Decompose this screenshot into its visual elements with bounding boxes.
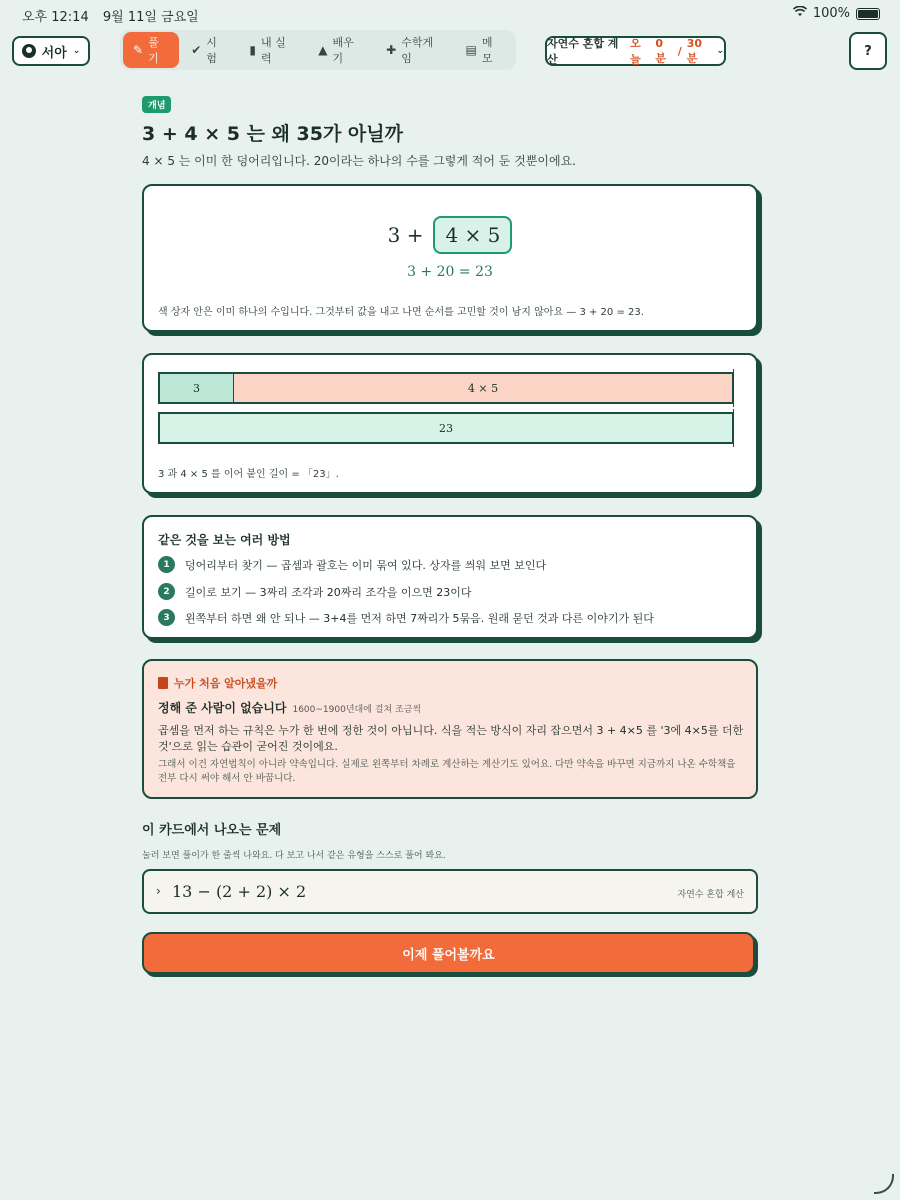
today-minutes: 0분 — [655, 36, 666, 65]
goal-separator: / — [677, 44, 682, 58]
graduation-cap-icon: ▲ — [318, 43, 328, 57]
method-number: 1 — [158, 556, 175, 573]
user-name: 서아 — [41, 45, 67, 61]
problems-title: 이 카드에서 나오는 문제 — [142, 823, 282, 838]
history-card — [142, 659, 758, 799]
tab-label: 메모 — [481, 36, 493, 65]
grouping-card — [142, 184, 758, 332]
bar-chart-icon: ▮ — [249, 43, 257, 57]
problem-item[interactable] — [142, 869, 758, 914]
history-note: 그래서 이건 자연법칙이 아니라 약속입니다. 실제로 왼쪽부터 차례로 계산하는 계산기도 있어요. 다만 약속을 바꾸면 지금까지 나온 수학책을 전부 다시 써야 해서 안 바꿉니다. — [158, 759, 736, 784]
start-solving-button[interactable]: 이제 풀어볼까요 — [142, 932, 755, 974]
methods-card — [142, 515, 758, 639]
length-caption: 3 과 4 × 5 를 이어 붙인 길이 = 「23」. — [158, 469, 339, 480]
tab-math-game[interactable] — [376, 32, 453, 68]
method-number: 2 — [158, 583, 175, 600]
note-icon: ▤ — [465, 43, 477, 57]
battery-percent: 100% — [812, 6, 850, 21]
method-number: 3 — [158, 609, 175, 626]
methods-title: 같은 것을 보는 여러 방법 — [158, 533, 291, 547]
topic-selector[interactable] — [545, 36, 726, 66]
tab-test[interactable] — [181, 32, 237, 68]
method-text: 길이로 보기 — 3짜리 조각과 20짜리 조각을 이으면 23이다 — [185, 585, 472, 599]
resize-handle-icon — [874, 1174, 894, 1194]
status-date: 9월 11일 금요일 — [102, 10, 199, 25]
status-time: 오후 12:14 — [22, 10, 89, 25]
page-subtitle: 4 × 5 는 이미 한 덩어리입니다. 20이라는 하나의 수를 그렇게 적어 둔 것뿐이에요. — [142, 154, 576, 168]
chevron-down-icon: ⌄ — [716, 46, 724, 56]
history-heading — [158, 675, 277, 691]
tab-label: 수학게임 — [401, 36, 434, 65]
total-bar — [158, 412, 734, 444]
today-label: 오늘 — [630, 37, 641, 66]
history-heading-text: 누가 처음 알아냈을까 — [174, 677, 278, 690]
help-button[interactable]: ? — [849, 32, 887, 70]
tab-solve[interactable] — [123, 32, 179, 68]
check-circle-icon: ✔ — [191, 43, 202, 57]
history-title — [158, 699, 421, 716]
method-item — [158, 609, 654, 626]
parts-bar — [158, 372, 734, 404]
battery-icon — [856, 8, 880, 20]
tab-label: 배우기 — [332, 36, 354, 65]
expression-lhs: 3 + — [387, 223, 424, 247]
goal-minutes: 30분 — [686, 36, 703, 65]
problem-topic-tag: 자연수 혼합 계산 — [677, 890, 744, 900]
method-text: 왼쪽부터 하면 왜 안 되나 — 3+4를 먼저 하면 7짜리가 5묶음. 원래 묻던 것과 다른 이야기가 된다 — [185, 611, 654, 625]
puzzle-icon: ✚ — [386, 43, 397, 57]
problem-expression: 13 − (2 + 2) × 2 — [172, 882, 307, 901]
book-icon — [158, 677, 168, 689]
user-icon — [22, 44, 36, 58]
history-title-text: 정해 준 사람이 없습니다 — [158, 701, 287, 715]
tab-learn[interactable] — [308, 32, 374, 68]
history-period: 1600~1900년대에 걸쳐 조금씩 — [292, 705, 422, 715]
expression-result: 3 + 20 = 23 — [407, 264, 493, 280]
concept-badge: 개념 — [142, 96, 171, 113]
main-tabs — [120, 30, 516, 70]
tab-label: 시험 — [206, 36, 217, 65]
grouping-caption: 색 상자 안은 이미 하나의 수입니다. 그것부터 값을 내고 나면 순서를 고민할 것이 남지 않아요 — 3 + 20 = 23. — [158, 307, 644, 318]
tab-my-skill[interactable] — [239, 32, 306, 68]
segment-product: 4 × 5 — [234, 374, 732, 402]
page-title: 3 + 4 × 5 는 왜 35가 아닐까 — [142, 123, 403, 145]
grouped-term-box: 4 × 5 — [433, 216, 512, 254]
grouped-expression — [144, 216, 756, 254]
history-body: 곱셈을 먼저 하는 규칙은 누가 한 번에 정한 것이 아닙니다. 식을 적는 방식이 자리 잡으면서 3 + 4×5 를 '3에 4×5를 더한 것'으로 읽는 습관이 굳어진 것이에요. — [158, 724, 744, 753]
topic-label: 자연수 혼합 계산 — [547, 37, 619, 66]
user-menu-button[interactable] — [12, 36, 90, 66]
wifi-icon — [793, 6, 807, 21]
length-guide-line — [733, 369, 734, 447]
tab-label: 내 실력 — [261, 36, 286, 65]
method-item — [158, 583, 471, 600]
pencil-icon: ✎ — [133, 43, 144, 57]
segment-total: 23 — [160, 414, 732, 442]
segment-three: 3 — [160, 374, 234, 402]
chevron-down-icon: ⌄ — [72, 46, 81, 56]
chevron-right-icon: › — [156, 884, 161, 898]
tab-label: 풀기 — [148, 36, 159, 65]
method-item — [158, 556, 546, 573]
length-bar-card — [142, 353, 758, 494]
tab-memo[interactable] — [456, 32, 513, 68]
method-text: 덩어리부터 찾기 — 곱셈과 괄호는 이미 묶여 있다. 상자를 씌워 보면 보인다 — [185, 558, 547, 572]
problems-subtitle: 눌러 보면 풀이가 한 줄씩 나와요. 다 보고 나서 같은 유형을 스스로 풀어 봐요. — [142, 851, 446, 861]
status-bar — [0, 0, 900, 28]
